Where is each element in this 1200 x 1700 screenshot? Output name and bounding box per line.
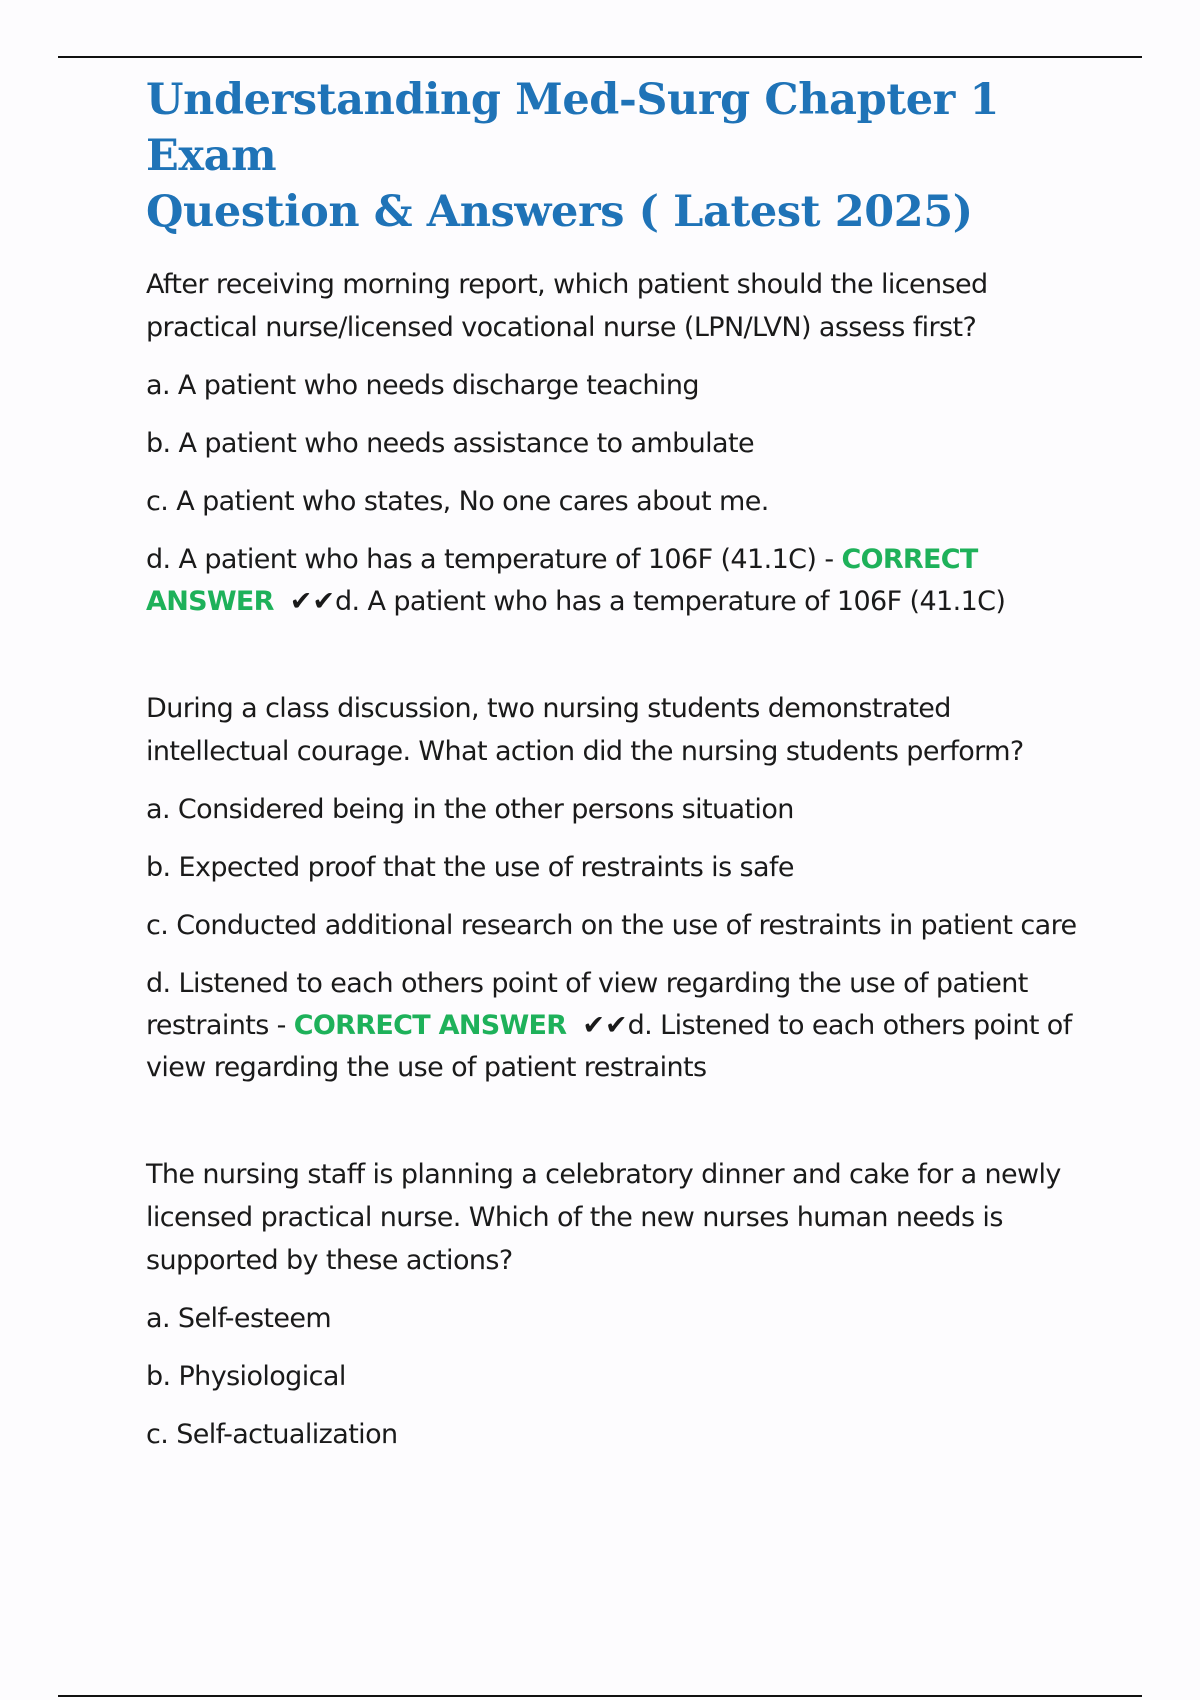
correct-answer-label: CORRECT ANSWER xyxy=(293,1010,567,1041)
answer-restated: d. Listened to each others point of view regarding the use of patient restraints xyxy=(146,1010,1072,1083)
option-a: a. Self-esteem xyxy=(146,1303,332,1334)
question-text: During a class discussion, two nursing students demonstrated intellectual courage. What action did the nursing students perform? xyxy=(146,693,1024,767)
option-d: d. A patient who has a temperature of 106F (41.1C) - xyxy=(146,544,834,575)
top-rule xyxy=(58,56,1142,58)
option-b: b. Expected proof that the use of restraints is safe xyxy=(146,852,794,883)
option-c: c. Conducted additional research on the use of restraints in patient care xyxy=(146,910,1077,941)
option-c: c. Self-actualization xyxy=(146,1419,398,1450)
option-d-with-answer xyxy=(146,539,1096,623)
question-3 xyxy=(146,1153,1096,1456)
option-b: b. A patient who needs assistance to ambulate xyxy=(146,428,755,459)
answer-restated: d. A patient who has a temperature of 106F (41.1C) xyxy=(335,586,1006,617)
title-line-2: Question & Answers ( Latest 2025) xyxy=(146,187,973,237)
question-1 xyxy=(146,263,1096,623)
double-check-icon: ✔✔ xyxy=(289,586,336,617)
option-a: a. Considered being in the other persons situation xyxy=(146,794,794,825)
document-body xyxy=(146,72,1096,1456)
document-title xyxy=(146,72,1096,240)
bottom-rule xyxy=(58,1695,1142,1697)
option-d-with-answer xyxy=(146,963,1096,1089)
option-d: d. Listened to each others point of view regarding the use of patient restraints - xyxy=(146,968,1028,1041)
question-text: The nursing staff is planning a celebratory dinner and cake for a newly licensed practical nurse. Which of the new nurses human needs is supported by these actions? xyxy=(146,1159,1061,1276)
double-check-icon: ✔✔ xyxy=(582,1010,628,1041)
option-c: c. A patient who states, No one cares about me. xyxy=(146,486,769,517)
question-2 xyxy=(146,687,1096,1089)
option-b: b. Physiological xyxy=(146,1361,346,1392)
question-text: After receiving morning report, which patient should the licensed practical nurse/licensed vocational nurse (LPN/LVN) assess first? xyxy=(146,269,988,343)
option-a: a. A patient who needs discharge teaching xyxy=(146,370,699,401)
correct-answer-label: CORRECT ANSWER xyxy=(146,544,978,617)
title-line-1: Understanding Med-Surg Chapter 1 Exam xyxy=(146,75,999,181)
